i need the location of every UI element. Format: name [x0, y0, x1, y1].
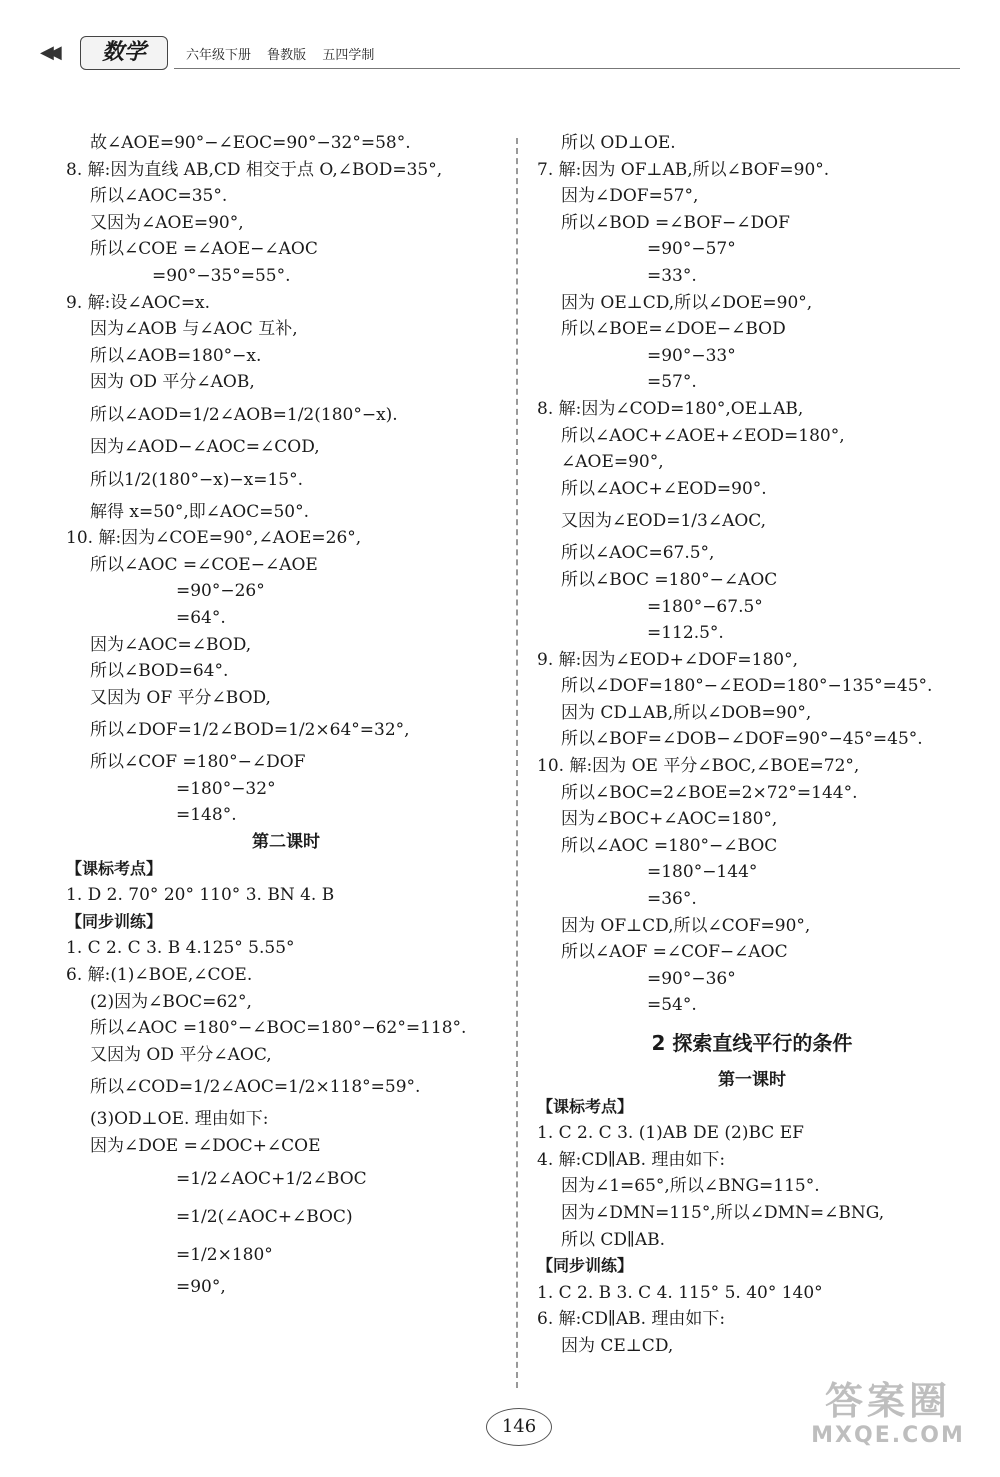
text-line: 所以∠DOF=1/2∠BOD=1/2×64°=32°,	[90, 720, 410, 741]
text-line: 所以∠BOC=2∠BOE=2×72°=144°.	[561, 782, 858, 803]
header-rule	[174, 68, 960, 69]
text-line: 所以∠AOC =∠COE−∠AOE	[90, 554, 318, 575]
text-line: 又因为∠AOE=90°,	[90, 212, 244, 233]
text-line: 10. 解:因为∠COE=90°,∠AOE=26°,	[66, 528, 362, 549]
text-line: 6. 解:CD∥AB. 理由如下:	[537, 1309, 726, 1330]
text-line: 9. 解:设∠AOC=x.	[66, 292, 211, 313]
text-line: 所以∠AOF =∠COF−∠AOC	[561, 942, 788, 963]
text-line: 所以∠AOC=67.5°,	[561, 543, 715, 564]
text-line: (3)OD⊥OE. 理由如下:	[90, 1109, 269, 1130]
text-line: 所以∠DOF=180°−∠EOD=180°−135°=45°.	[561, 676, 933, 697]
lesson-title: 第一课时	[718, 1070, 786, 1090]
grade-label: 六年级下册	[186, 48, 252, 63]
subject-badge: 数学	[80, 36, 168, 70]
text-line: 因为 CE⊥CD,	[561, 1335, 674, 1356]
text-line: 所以 OD⊥OE.	[561, 133, 676, 153]
page-header	[40, 36, 960, 76]
text-line: 所以∠BOF=∠DOB−∠DOF=90°−45°=45°.	[561, 729, 923, 750]
text-line: 解得 x=50°,即∠AOC=50°.	[90, 501, 310, 522]
text-line: =180°−32°	[176, 778, 276, 799]
text-line: 4. 解:CD∥AB. 理由如下:	[537, 1149, 726, 1170]
text-line: =1/2×180°	[176, 1244, 273, 1265]
column-divider	[516, 138, 518, 1388]
text-line: =1/2∠AOC+1/2∠BOC	[176, 1168, 367, 1189]
book-info	[186, 44, 386, 63]
text-line: 所以 CD∥AB.	[561, 1229, 666, 1250]
text-line: =90°−26°	[176, 581, 265, 602]
text-line: 8. 解:因为直线 AB,CD 相交于点 O,∠BOD=35°,	[66, 159, 443, 180]
text-line: =64°.	[176, 607, 226, 628]
text-line: 所以∠AOC+∠AOE+∠EOD=180°,	[561, 425, 845, 446]
text-line: 因为∠DOF=57°,	[561, 186, 699, 207]
lesson-title: 第二课时	[252, 832, 320, 853]
text-line: =90°−57°	[647, 239, 736, 260]
text-line: (2)因为∠BOC=62°,	[90, 991, 252, 1012]
text-line: 所以1/2(180°−x)−x=15°.	[90, 469, 304, 490]
text-line: 所以∠BOD=64°.	[90, 661, 229, 682]
section-tag: 【同步训练】	[537, 1256, 634, 1276]
text-line: 所以∠BOD =∠BOF−∠DOF	[561, 212, 790, 233]
text-line: =148°.	[176, 805, 237, 826]
text-line: =180°−144°	[647, 862, 758, 883]
right-column	[537, 130, 967, 1360]
text-line: 1. C 2. C 3. (1)AB DE (2)BC EF	[537, 1123, 804, 1144]
text-line: 又因为∠EOD=1/3∠AOC,	[561, 511, 767, 532]
text-line: 所以∠AOC=35°.	[90, 186, 228, 207]
watermark-logo-text: 答案圈	[824, 1379, 951, 1423]
section-title: 2 探索直线平行的条件	[651, 1031, 853, 1055]
text-line: 9. 解:因为∠EOD+∠DOF=180°,	[537, 649, 799, 670]
text-line: 1. C 2. B 3. C 4. 115° 5. 40° 140°	[537, 1282, 823, 1303]
text-line: 所以∠AOC+∠EOD=90°.	[561, 478, 767, 499]
text-line: 又因为 OF 平分∠BOD,	[90, 687, 271, 708]
left-column	[66, 130, 506, 1300]
text-line: 因为 CD⊥AB,所以∠DOB=90°,	[561, 702, 812, 723]
text-line: 所以∠AOD=1/2∠AOB=1/2(180°−x).	[90, 404, 398, 425]
text-line: 又因为 OD 平分∠AOC,	[90, 1044, 272, 1065]
text-line: 所以∠AOC =180°−∠BOC	[561, 835, 778, 856]
text-line: 1. D 2. 70° 20° 110° 3. BN 4. B	[66, 885, 335, 906]
text-line: 因为∠AOB 与∠AOC 互补,	[90, 319, 298, 340]
text-line: 因为∠BOC+∠AOC=180°,	[561, 809, 778, 830]
text-line: 所以∠AOC =180°−∠BOC=180°−62°=118°.	[90, 1018, 467, 1039]
text-line: 所以∠AOB=180°−x.	[90, 345, 262, 366]
text-line: 1. C 2. C 3. B 4.125° 5.55°	[66, 938, 295, 959]
text-line: =90°−36°	[647, 968, 736, 989]
text-line: 10. 解:因为 OE 平分∠BOC,∠BOE=72°,	[537, 756, 860, 777]
text-line: 所以∠COE =∠AOE−∠AOC	[90, 239, 318, 260]
text-line: =180°−67.5°	[647, 596, 763, 617]
back-arrows-icon: ◀◀	[40, 42, 56, 63]
section-tag: 【课标考点】	[537, 1096, 634, 1116]
system-label: 五四学制	[322, 48, 375, 63]
text-line: 因为∠DMN=115°,所以∠DMN=∠BNG,	[561, 1202, 885, 1223]
text-line: 故∠AOE=90°−∠EOC=90°−32°=58°.	[90, 133, 411, 153]
text-line: ∠AOE=90°,	[561, 452, 664, 473]
text-line: 7. 解:因为 OF⊥AB,所以∠BOF=90°.	[537, 159, 830, 180]
text-line: 因为 OF⊥CD,所以∠COF=90°,	[561, 915, 811, 936]
text-line: 因为∠AOD−∠AOC=∠COD,	[90, 436, 320, 457]
text-line: =1/2(∠AOC+∠BOC)	[176, 1206, 353, 1227]
text-line: 因为∠1=65°,所以∠BNG=115°.	[561, 1176, 820, 1197]
text-line: =112.5°.	[647, 623, 724, 644]
text-line: 所以∠BOC =180°−∠AOC	[561, 569, 778, 590]
text-line: =36°.	[647, 889, 697, 910]
text-line: =90°−35°=55°.	[152, 265, 291, 286]
text-line: =54°.	[647, 995, 697, 1016]
text-line: =57°.	[647, 372, 697, 393]
page-number: 146	[486, 1408, 552, 1446]
text-line: 因为 OE⊥CD,所以∠DOE=90°,	[561, 292, 813, 313]
text-line: =90°,	[176, 1276, 226, 1297]
text-line: 因为∠AOC=∠BOD,	[90, 634, 252, 655]
text-line: 所以∠BOE=∠DOE−∠BOD	[561, 319, 786, 340]
watermark	[798, 1379, 978, 1459]
edition-label: 鲁教版	[267, 48, 307, 63]
watermark-site: MXQE.COM	[811, 1423, 965, 1448]
section-tag: 【课标考点】	[66, 858, 163, 878]
text-line: 因为 OD 平分∠AOB,	[90, 372, 255, 393]
text-line: 因为∠DOE =∠DOC+∠COE	[90, 1136, 321, 1156]
text-line: =90°−33°	[647, 345, 736, 366]
text-line: 8. 解:因为∠COD=180°,OE⊥AB,	[537, 398, 804, 419]
section-tag: 【同步训练】	[66, 911, 163, 931]
text-line: 6. 解:(1)∠BOE,∠COE.	[66, 965, 253, 986]
text-line: =33°.	[647, 265, 697, 286]
text-line: 所以∠COF =180°−∠DOF	[90, 752, 306, 773]
text-line: 所以∠COD=1/2∠AOC=1/2×118°=59°.	[90, 1077, 421, 1098]
